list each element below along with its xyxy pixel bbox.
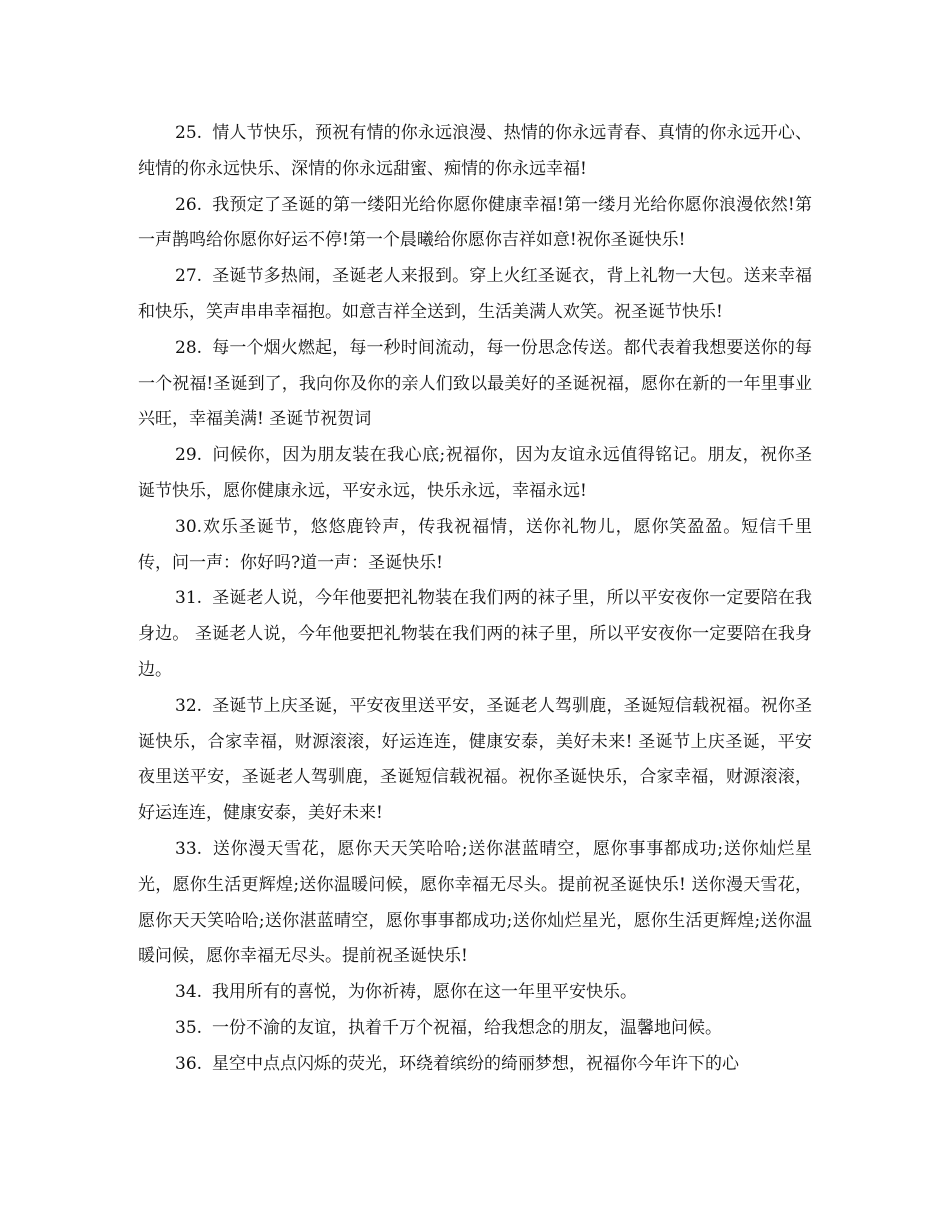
list-item-25 xyxy=(138,116,812,188)
list-item-26 xyxy=(138,188,812,260)
list-item-34 xyxy=(138,975,812,1011)
item-number: 32. xyxy=(175,695,203,716)
item-number: 31. xyxy=(175,588,203,609)
item-number: 33. xyxy=(175,838,203,859)
item-text: 送你漫天雪花，愿你天天笑哈哈;送你湛蓝晴空，愿你事事都成功;送你灿烂星光，愿你生活更辉煌;送你温暖问候，愿你幸福无尽头。提前祝圣诞快乐! 送你漫天雪花，愿你天天笑哈哈;送你湛蓝晴空，愿你事事都成功;送你灿烂星光，愿你生活更辉煌;送你温暖问候，愿你幸福无尽头。提前祝圣诞快乐! xyxy=(138,838,812,967)
item-number: 27. xyxy=(175,266,203,287)
item-number: 30. xyxy=(175,516,203,537)
item-text: 圣诞节上庆圣诞，平安夜里送平安，圣诞老人驾驯鹿，圣诞短信载祝福。祝你圣诞快乐，合家幸福，财源滚滚，好运连连，健康安泰，美好未来! 圣诞节上庆圣诞，平安夜里送平安，圣诞老人驾驯鹿，圣诞短信载祝福。祝你圣诞快乐，合家幸福，财源滚滚，好运连连，健康安泰，美好未来! xyxy=(138,695,812,824)
item-text: 问候你，因为朋友装在我心底;祝福你，因为友谊永远值得铭记。朋友，祝你圣诞节快乐，愿你健康永远，平安永远，快乐永远，幸福永远! xyxy=(138,445,812,501)
document-body xyxy=(138,116,812,1083)
list-item-27 xyxy=(138,259,812,331)
item-number: 35. xyxy=(175,1017,203,1038)
item-text: 一份不渝的友谊，执着千万个祝福，给我想念的朋友，温馨地问候。 xyxy=(212,1017,723,1038)
item-text: 欢乐圣诞节，悠悠鹿铃声，传我祝福情，送你礼物儿，愿你笑盈盈。短信千里传，问一声：你好吗?道一声：圣诞快乐! xyxy=(138,516,812,573)
item-number: 36. xyxy=(175,1053,203,1074)
item-number: 34. xyxy=(175,982,203,1003)
list-item-29 xyxy=(138,438,812,510)
list-item-28 xyxy=(138,331,812,438)
item-text: 情人节快乐，预祝有情的你永远浪漫、热情的你永远青春、真情的你永远开心、纯情的你永远快乐、深情的你永远甜蜜、痴情的你永远幸福! xyxy=(138,123,812,179)
item-text: 圣诞老人说，今年他要把礼物装在我们两的袜子里，所以平安夜你一定要陪在我身边。 圣诞老人说，今年他要把礼物装在我们两的袜子里，所以平安夜你一定要陪在我身边。 xyxy=(138,588,812,680)
item-number: 26. xyxy=(175,194,203,215)
item-number: 29. xyxy=(175,445,203,466)
list-item-33 xyxy=(138,832,812,975)
list-item-31 xyxy=(138,581,812,688)
list-item-35 xyxy=(138,1011,812,1047)
item-text: 我预定了圣诞的第一缕阳光给你愿你健康幸福!第一缕月光给你愿你浪漫依然!第一声鹊鸣给你愿你好运不停!第一个晨曦给你愿你吉祥如意!祝你圣诞快乐! xyxy=(138,194,812,251)
list-item-36 xyxy=(138,1047,812,1083)
item-text: 圣诞节多热闹，圣诞老人来报到。穿上火红圣诞衣，背上礼物一大包。送来幸福和快乐，笑声串串幸福抱。如意吉祥全送到，生活美满人欢笑。祝圣诞节快乐! xyxy=(138,266,812,322)
list-item-32 xyxy=(138,689,812,832)
list-item-30 xyxy=(138,510,812,582)
item-text: 我用所有的喜悦，为你祈祷，愿你在这一年里平安快乐。 xyxy=(212,982,638,1003)
item-number: 25. xyxy=(175,123,203,143)
item-text: 星空中点点闪烁的荧光，环绕着缤纷的绮丽梦想，祝福你今年许下的心 xyxy=(212,1053,740,1074)
item-text: 每一个烟火燃起，每一秒时间流动，每一份思念传送。都代表着我想要送你的每一个祝福!圣诞到了，我向你及你的亲人们致以最美好的圣诞祝福，愿你在新的一年里事业兴旺，幸福美满! 圣诞节祝贺词 xyxy=(138,337,812,430)
item-number: 28. xyxy=(175,337,203,358)
